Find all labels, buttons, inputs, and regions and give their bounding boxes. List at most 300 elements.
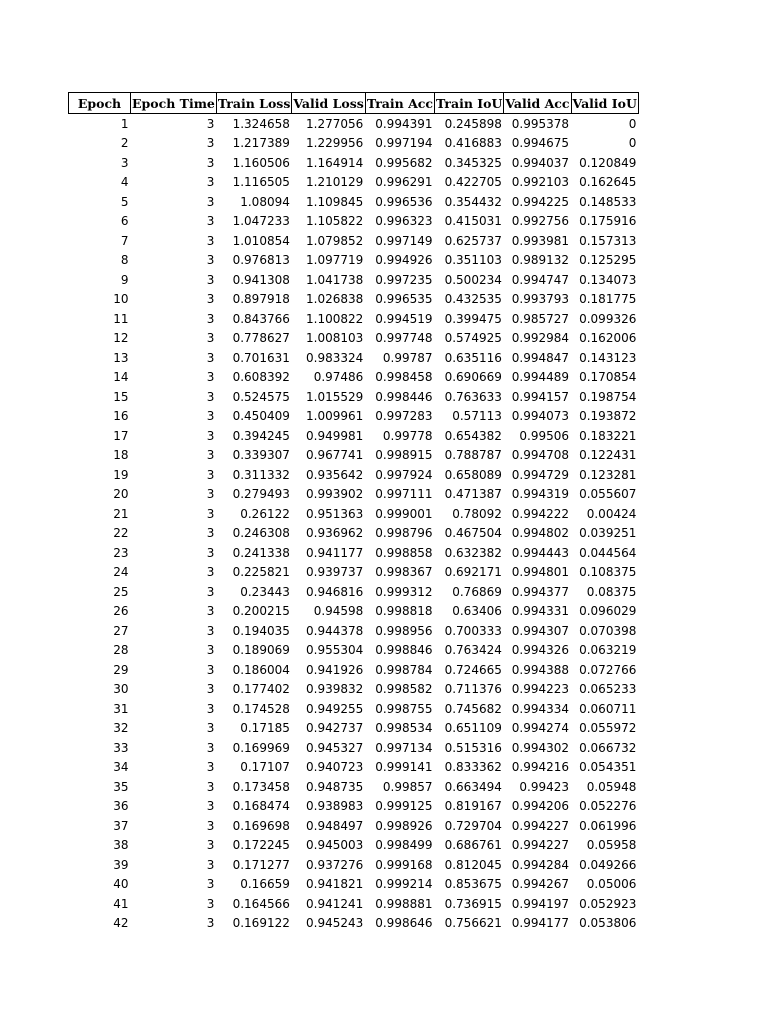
epoch-time-cell[interactable]: 3 [206,565,215,580]
train-iou-cell[interactable]: 0.432535 [444,292,502,307]
epoch-time-cell[interactable]: 3 [206,701,215,716]
valid-loss-cell[interactable]: 0.944378 [306,623,364,638]
epoch-cell[interactable]: 29 [113,662,129,677]
train-loss-cell[interactable]: 1.047233 [232,214,290,229]
train-loss-cell[interactable]: 0.339307 [232,448,290,463]
train-loss-cell[interactable]: 0.17185 [240,721,290,736]
epoch-cell[interactable]: 5 [120,194,129,209]
valid-iou-cell[interactable]: 0.096029 [579,604,637,619]
valid-iou-cell[interactable]: 0.08375 [586,584,637,599]
valid-acc-cell[interactable]: 0.994222 [511,506,570,521]
train-iou-cell[interactable]: 0.711376 [444,682,502,697]
valid-loss-cell[interactable]: 1.109845 [306,194,364,209]
train-iou-cell[interactable]: 0.812045 [444,857,502,872]
epoch-time-cell[interactable]: 3 [206,545,215,560]
train-acc-cell[interactable]: 0.997283 [375,409,433,424]
train-acc-cell[interactable]: 0.996323 [375,214,433,229]
epoch-cell[interactable]: 3 [120,155,129,170]
valid-iou-cell[interactable]: 0 [628,116,637,131]
train-loss-cell[interactable]: 0.189069 [232,643,290,658]
train-iou-cell[interactable]: 0.635116 [444,350,502,365]
train-iou-cell[interactable]: 0.763633 [444,389,502,404]
valid-loss-cell[interactable]: 0.983324 [306,350,364,365]
valid-loss-cell[interactable]: 0.935642 [306,467,364,482]
epoch-cell[interactable]: 28 [113,643,129,658]
epoch-cell[interactable]: 33 [113,740,129,755]
valid-loss-cell[interactable]: 0.94598 [313,604,364,619]
epoch-cell[interactable]: 13 [113,350,129,365]
valid-acc-cell[interactable]: 0.994274 [511,721,570,736]
valid-acc-cell[interactable]: 0.99423 [519,779,570,794]
valid-acc-cell[interactable]: 0.993981 [511,233,570,248]
train-acc-cell[interactable]: 0.996291 [375,175,433,190]
valid-loss-cell[interactable]: 1.105822 [306,214,364,229]
train-iou-cell[interactable]: 0.415031 [444,214,502,229]
header-epoch[interactable]: Epoch [69,93,131,114]
epoch-cell[interactable]: 21 [113,506,129,521]
epoch-cell[interactable]: 32 [113,721,129,736]
valid-loss-cell[interactable]: 0.948497 [306,818,364,833]
train-acc-cell[interactable]: 0.999141 [375,760,433,775]
epoch-time-cell[interactable]: 3 [206,350,215,365]
train-iou-cell[interactable]: 0.729704 [444,818,502,833]
train-acc-cell[interactable]: 0.998915 [375,448,433,463]
train-iou-cell[interactable]: 0.686761 [444,838,502,853]
valid-iou-cell[interactable]: 0.055972 [579,721,637,736]
train-acc-cell[interactable]: 0.994926 [375,253,433,268]
train-acc-cell[interactable]: 0.998818 [375,604,433,619]
train-acc-cell[interactable]: 0.998926 [375,818,433,833]
train-loss-cell[interactable]: 0.173458 [232,779,290,794]
epoch-cell[interactable]: 42 [113,916,129,931]
valid-acc-cell[interactable]: 0.994334 [511,701,570,716]
train-loss-cell[interactable]: 0.200215 [232,604,290,619]
train-acc-cell[interactable]: 0.995682 [375,155,433,170]
epoch-time-cell[interactable]: 3 [206,253,215,268]
train-loss-cell[interactable]: 0.169122 [232,916,290,931]
valid-iou-cell[interactable]: 0.060711 [579,701,637,716]
train-loss-cell[interactable]: 0.168474 [232,799,290,814]
train-acc-cell[interactable]: 0.998446 [375,389,433,404]
train-loss-cell[interactable]: 0.177402 [232,682,290,697]
valid-acc-cell[interactable]: 0.995378 [511,116,570,131]
train-acc-cell[interactable]: 0.999001 [375,506,433,521]
valid-acc-cell[interactable]: 0.994225 [511,194,570,209]
epoch-cell[interactable]: 10 [113,292,129,307]
train-acc-cell[interactable]: 0.99778 [382,428,433,443]
epoch-time-cell[interactable]: 3 [206,779,215,794]
train-loss-cell[interactable]: 0.311332 [232,467,290,482]
epoch-cell[interactable]: 4 [120,175,129,190]
train-loss-cell[interactable]: 0.608392 [232,370,290,385]
train-iou-cell[interactable]: 0.351103 [444,253,502,268]
valid-iou-cell[interactable]: 0.072766 [579,662,637,677]
train-iou-cell[interactable]: 0.700333 [444,623,502,638]
train-loss-cell[interactable]: 0.394245 [232,428,290,443]
epoch-time-cell[interactable]: 3 [206,662,215,677]
valid-acc-cell[interactable]: 0.994177 [511,916,570,931]
epoch-time-cell[interactable]: 3 [206,799,215,814]
valid-iou-cell[interactable]: 0.044564 [579,545,637,560]
train-acc-cell[interactable]: 0.99857 [382,779,433,794]
epoch-time-cell[interactable]: 3 [206,409,215,424]
train-acc-cell[interactable]: 0.999214 [375,877,433,892]
train-acc-cell[interactable]: 0.99787 [382,350,433,365]
epoch-time-cell[interactable]: 3 [206,916,215,931]
valid-loss-cell[interactable]: 0.949981 [306,428,364,443]
valid-acc-cell[interactable]: 0.994227 [511,838,570,853]
valid-iou-cell[interactable]: 0.065233 [579,682,637,697]
epoch-cell[interactable]: 20 [113,487,129,502]
train-acc-cell[interactable]: 0.998534 [375,721,433,736]
train-acc-cell[interactable]: 0.998784 [375,662,433,677]
train-loss-cell[interactable]: 0.26122 [240,506,290,521]
epoch-cell[interactable]: 40 [113,877,129,892]
valid-loss-cell[interactable]: 0.97486 [313,370,364,385]
train-iou-cell[interactable]: 0.833362 [444,760,502,775]
train-acc-cell[interactable]: 0.998646 [375,916,433,931]
valid-loss-cell[interactable]: 0.939832 [306,682,364,697]
epoch-cell[interactable]: 41 [113,896,129,911]
valid-acc-cell[interactable]: 0.994729 [511,467,570,482]
valid-loss-cell[interactable]: 1.210129 [306,175,364,190]
epoch-cell[interactable]: 34 [113,760,129,775]
train-iou-cell[interactable]: 0.819167 [444,799,502,814]
epoch-cell[interactable]: 22 [113,526,129,541]
epoch-cell[interactable]: 38 [113,838,129,853]
valid-loss-cell[interactable]: 1.026838 [306,292,364,307]
valid-loss-cell[interactable]: 0.937276 [306,857,364,872]
train-acc-cell[interactable]: 0.997235 [375,272,433,287]
epoch-time-cell[interactable]: 3 [206,194,215,209]
train-iou-cell[interactable]: 0.345325 [444,155,502,170]
epoch-cell[interactable]: 26 [113,604,129,619]
train-loss-cell[interactable]: 0.897918 [232,292,290,307]
valid-loss-cell[interactable]: 1.079852 [306,233,364,248]
valid-acc-cell[interactable]: 0.994489 [511,370,570,385]
epoch-cell[interactable]: 23 [113,545,129,560]
valid-iou-cell[interactable]: 0.181775 [579,292,637,307]
valid-loss-cell[interactable]: 1.097719 [306,253,364,268]
train-acc-cell[interactable]: 0.998846 [375,643,433,658]
train-acc-cell[interactable]: 0.998367 [375,565,433,580]
valid-loss-cell[interactable]: 0.936962 [306,526,364,541]
valid-iou-cell[interactable]: 0.162006 [579,331,637,346]
epoch-time-cell[interactable]: 3 [206,740,215,755]
valid-loss-cell[interactable]: 0.940723 [306,760,364,775]
valid-acc-cell[interactable]: 0.994302 [511,740,570,755]
train-iou-cell[interactable]: 0.354432 [444,194,502,209]
epoch-time-cell[interactable]: 3 [206,818,215,833]
train-iou-cell[interactable]: 0.399475 [444,311,502,326]
train-iou-cell[interactable]: 0.745682 [444,701,502,716]
valid-iou-cell[interactable]: 0.198754 [579,389,637,404]
train-loss-cell[interactable]: 0.16659 [240,877,290,892]
train-acc-cell[interactable]: 0.997748 [375,331,433,346]
epoch-cell[interactable]: 6 [120,214,129,229]
train-loss-cell[interactable]: 0.169969 [232,740,290,755]
valid-loss-cell[interactable]: 0.955304 [306,643,364,658]
epoch-cell[interactable]: 39 [113,857,129,872]
epoch-cell[interactable]: 37 [113,818,129,833]
train-iou-cell[interactable]: 0.625737 [444,233,502,248]
train-iou-cell[interactable]: 0.788787 [444,448,502,463]
header-train-acc[interactable]: Train Acc [365,93,434,114]
train-iou-cell[interactable]: 0.763424 [444,643,502,658]
train-iou-cell[interactable]: 0.651109 [444,721,502,736]
valid-iou-cell[interactable]: 0.052276 [579,799,637,814]
train-iou-cell[interactable]: 0.632382 [444,545,502,560]
train-loss-cell[interactable]: 0.23443 [240,584,290,599]
train-loss-cell[interactable]: 0.778627 [232,331,290,346]
train-acc-cell[interactable]: 0.994391 [375,116,433,131]
epoch-cell[interactable]: 11 [113,311,129,326]
valid-loss-cell[interactable]: 0.945243 [306,916,364,931]
epoch-time-cell[interactable]: 3 [206,838,215,853]
valid-loss-cell[interactable]: 0.949255 [306,701,364,716]
valid-iou-cell[interactable]: 0.175916 [579,214,637,229]
epoch-time-cell[interactable]: 3 [206,272,215,287]
valid-loss-cell[interactable]: 0.951363 [306,506,364,521]
epoch-cell[interactable]: 16 [113,409,129,424]
valid-acc-cell[interactable]: 0.994443 [511,545,570,560]
valid-loss-cell[interactable]: 0.946816 [306,584,364,599]
train-iou-cell[interactable]: 0.63406 [452,604,502,619]
train-loss-cell[interactable]: 0.843766 [232,311,290,326]
epoch-time-cell[interactable]: 3 [206,448,215,463]
train-iou-cell[interactable]: 0.467504 [444,526,502,541]
valid-acc-cell[interactable]: 0.994708 [511,448,570,463]
train-iou-cell[interactable]: 0.515316 [444,740,502,755]
valid-iou-cell[interactable]: 0.05006 [586,877,637,892]
train-iou-cell[interactable]: 0.574925 [444,331,502,346]
header-train-loss[interactable]: Train Loss [216,93,291,114]
epoch-time-cell[interactable]: 3 [206,331,215,346]
header-train-iou[interactable]: Train IoU [435,93,504,114]
epoch-cell[interactable]: 1 [120,116,129,131]
valid-iou-cell[interactable]: 0.125295 [579,253,637,268]
valid-loss-cell[interactable]: 0.939737 [306,565,364,580]
epoch-cell[interactable]: 36 [113,799,129,814]
valid-loss-cell[interactable]: 0.942737 [306,721,364,736]
epoch-cell[interactable]: 31 [113,701,129,716]
train-acc-cell[interactable]: 0.998956 [375,623,433,638]
epoch-time-cell[interactable]: 3 [206,233,215,248]
train-acc-cell[interactable]: 0.998858 [375,545,433,560]
valid-acc-cell[interactable]: 0.994377 [511,584,570,599]
train-acc-cell[interactable]: 0.998582 [375,682,433,697]
train-loss-cell[interactable]: 1.116505 [232,175,290,190]
valid-iou-cell[interactable]: 0.066732 [579,740,637,755]
valid-acc-cell[interactable]: 0.994847 [511,350,570,365]
valid-acc-cell[interactable]: 0.994216 [511,760,570,775]
epoch-time-cell[interactable]: 3 [206,116,215,131]
valid-acc-cell[interactable]: 0.994037 [511,155,570,170]
epoch-time-cell[interactable]: 3 [206,311,215,326]
train-loss-cell[interactable]: 0.450409 [232,409,290,424]
valid-acc-cell[interactable]: 0.989132 [511,253,570,268]
valid-iou-cell[interactable]: 0.148533 [579,194,637,209]
epoch-cell[interactable]: 19 [113,467,129,482]
valid-iou-cell[interactable]: 0 [628,136,637,151]
train-loss-cell[interactable]: 1.160506 [232,155,290,170]
valid-iou-cell[interactable]: 0.055607 [579,487,637,502]
valid-loss-cell[interactable]: 1.229956 [306,136,364,151]
train-iou-cell[interactable]: 0.658089 [444,467,502,482]
valid-acc-cell[interactable]: 0.993793 [511,292,570,307]
epoch-cell[interactable]: 17 [113,428,129,443]
train-loss-cell[interactable]: 0.186004 [232,662,290,677]
valid-acc-cell[interactable]: 0.99506 [519,428,570,443]
train-loss-cell[interactable]: 1.217389 [232,136,290,151]
valid-loss-cell[interactable]: 1.009961 [306,409,364,424]
valid-loss-cell[interactable]: 1.015529 [306,389,364,404]
valid-loss-cell[interactable]: 0.993902 [306,487,364,502]
train-acc-cell[interactable]: 0.997134 [375,740,433,755]
train-iou-cell[interactable]: 0.422705 [444,175,502,190]
valid-iou-cell[interactable]: 0.05948 [586,779,637,794]
header-valid-loss[interactable]: Valid Loss [292,93,365,114]
valid-acc-cell[interactable]: 0.994206 [511,799,570,814]
train-iou-cell[interactable]: 0.724665 [444,662,502,677]
valid-acc-cell[interactable]: 0.994267 [511,877,570,892]
valid-iou-cell[interactable]: 0.123281 [579,467,637,482]
epoch-time-cell[interactable]: 3 [206,214,215,229]
epoch-time-cell[interactable]: 3 [206,721,215,736]
train-iou-cell[interactable]: 0.471387 [444,487,502,502]
valid-iou-cell[interactable]: 0.183221 [579,428,637,443]
epoch-time-cell[interactable]: 3 [206,389,215,404]
train-acc-cell[interactable]: 0.998881 [375,896,433,911]
valid-iou-cell[interactable]: 0.063219 [579,643,637,658]
valid-acc-cell[interactable]: 0.994388 [511,662,570,677]
epoch-time-cell[interactable]: 3 [206,428,215,443]
train-loss-cell[interactable]: 0.225821 [232,565,290,580]
valid-iou-cell[interactable]: 0.05958 [586,838,637,853]
valid-acc-cell[interactable]: 0.994227 [511,818,570,833]
train-loss-cell[interactable]: 0.941308 [232,272,290,287]
valid-loss-cell[interactable]: 1.277056 [306,116,364,131]
epoch-cell[interactable]: 35 [113,779,129,794]
epoch-time-cell[interactable]: 3 [206,604,215,619]
train-loss-cell[interactable]: 0.169698 [232,818,290,833]
valid-loss-cell[interactable]: 1.164914 [306,155,364,170]
valid-loss-cell[interactable]: 0.948735 [306,779,364,794]
train-iou-cell[interactable]: 0.57113 [452,409,502,424]
epoch-cell[interactable]: 30 [113,682,129,697]
train-iou-cell[interactable]: 0.78092 [452,506,502,521]
valid-loss-cell[interactable]: 1.041738 [306,272,364,287]
epoch-time-cell[interactable]: 3 [206,487,215,502]
valid-iou-cell[interactable]: 0.070398 [579,623,637,638]
train-iou-cell[interactable]: 0.756621 [444,916,502,931]
train-loss-cell[interactable]: 0.171277 [232,857,290,872]
valid-loss-cell[interactable]: 1.100822 [306,311,364,326]
epoch-time-cell[interactable]: 3 [206,526,215,541]
valid-iou-cell[interactable]: 0.039251 [579,526,637,541]
valid-iou-cell[interactable]: 0.193872 [579,409,637,424]
valid-acc-cell[interactable]: 0.994326 [511,643,570,658]
valid-loss-cell[interactable]: 0.941241 [306,896,364,911]
train-loss-cell[interactable]: 0.976813 [232,253,290,268]
valid-acc-cell[interactable]: 0.994157 [511,389,570,404]
train-acc-cell[interactable]: 0.998796 [375,526,433,541]
train-acc-cell[interactable]: 0.999312 [375,584,433,599]
valid-acc-cell[interactable]: 0.994197 [511,896,570,911]
valid-iou-cell[interactable]: 0.162645 [579,175,637,190]
header-valid-iou[interactable]: Valid IoU [571,93,638,114]
train-iou-cell[interactable]: 0.663494 [444,779,502,794]
valid-iou-cell[interactable]: 0.108375 [579,565,637,580]
train-loss-cell[interactable]: 0.279493 [232,487,290,502]
valid-loss-cell[interactable]: 0.938983 [306,799,364,814]
train-loss-cell[interactable]: 0.246308 [232,526,290,541]
train-acc-cell[interactable]: 0.999125 [375,799,433,814]
valid-iou-cell[interactable]: 0.120849 [579,155,637,170]
train-loss-cell[interactable]: 0.164566 [232,896,290,911]
valid-acc-cell[interactable]: 0.992103 [511,175,570,190]
train-loss-cell[interactable]: 0.174528 [232,701,290,716]
train-loss-cell[interactable]: 0.194035 [232,623,290,638]
valid-iou-cell[interactable]: 0.054351 [579,760,637,775]
valid-acc-cell[interactable]: 0.994802 [511,526,570,541]
valid-acc-cell[interactable]: 0.985727 [511,311,570,326]
epoch-cell[interactable]: 2 [120,136,129,151]
train-iou-cell[interactable]: 0.692171 [444,565,502,580]
epoch-time-cell[interactable]: 3 [206,467,215,482]
train-loss-cell[interactable]: 0.241338 [232,545,290,560]
valid-loss-cell[interactable]: 0.945003 [306,838,364,853]
header-valid-acc[interactable]: Valid Acc [504,93,571,114]
epoch-time-cell[interactable]: 3 [206,682,215,697]
epoch-time-cell[interactable]: 3 [206,506,215,521]
train-iou-cell[interactable]: 0.690669 [444,370,502,385]
train-acc-cell[interactable]: 0.998458 [375,370,433,385]
epoch-time-cell[interactable]: 3 [206,175,215,190]
train-iou-cell[interactable]: 0.76869 [452,584,502,599]
valid-iou-cell[interactable]: 0.134073 [579,272,637,287]
epoch-time-cell[interactable]: 3 [206,643,215,658]
train-loss-cell[interactable]: 1.324658 [232,116,290,131]
epoch-time-cell[interactable]: 3 [206,155,215,170]
epoch-time-cell[interactable]: 3 [206,136,215,151]
valid-acc-cell[interactable]: 0.992756 [511,214,570,229]
train-loss-cell[interactable]: 0.524575 [232,389,290,404]
train-acc-cell[interactable]: 0.998499 [375,838,433,853]
epoch-time-cell[interactable]: 3 [206,292,215,307]
train-acc-cell[interactable]: 0.996536 [375,194,433,209]
valid-loss-cell[interactable]: 0.941177 [306,545,364,560]
valid-iou-cell[interactable]: 0.122431 [579,448,637,463]
epoch-cell[interactable]: 25 [113,584,129,599]
valid-acc-cell[interactable]: 0.994801 [511,565,570,580]
train-loss-cell[interactable]: 0.17107 [240,760,290,775]
valid-iou-cell[interactable]: 0.049266 [579,857,637,872]
valid-loss-cell[interactable]: 1.008103 [306,331,364,346]
epoch-cell[interactable]: 24 [113,565,129,580]
epoch-cell[interactable]: 15 [113,389,129,404]
epoch-cell[interactable]: 12 [113,331,129,346]
train-acc-cell[interactable]: 0.994519 [375,311,433,326]
valid-acc-cell[interactable]: 0.994307 [511,623,570,638]
epoch-time-cell[interactable]: 3 [206,857,215,872]
epoch-time-cell[interactable]: 3 [206,584,215,599]
valid-iou-cell[interactable]: 0.052923 [579,896,637,911]
valid-iou-cell[interactable]: 0.053806 [579,916,637,931]
valid-iou-cell[interactable]: 0.099326 [579,311,637,326]
train-acc-cell[interactable]: 0.997194 [375,136,433,151]
train-loss-cell[interactable]: 0.701631 [232,350,290,365]
